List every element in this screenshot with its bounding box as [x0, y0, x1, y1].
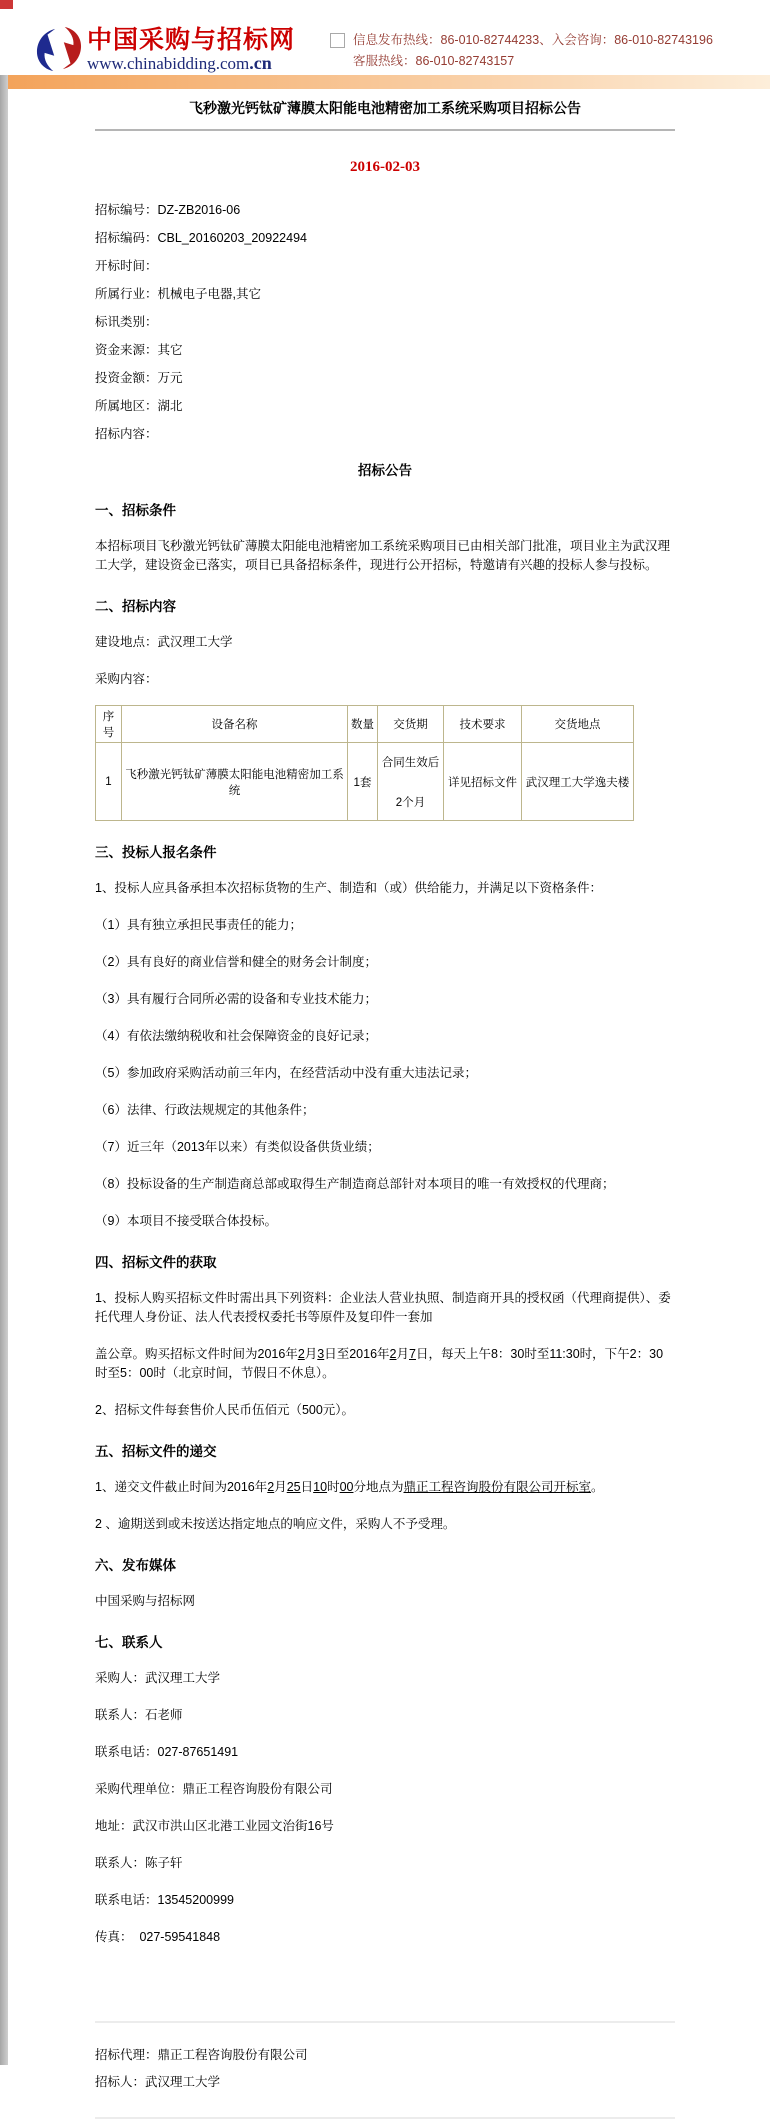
- publish-media-line: 中国采购与招标网: [95, 1594, 196, 1608]
- col-header-delivery: 交货期: [378, 706, 444, 743]
- publish-date: 2016-02-03: [350, 159, 420, 175]
- info-hotline: 信息发布热线：86-010-82744233、入会咨询：86-010-82743196: [353, 33, 713, 47]
- condition-item: （4）有依法缴纳税收和社会保障资金的良好记录；: [95, 1029, 377, 1043]
- meta-row-bid-number: [95, 202, 675, 219]
- procurement-content-label: 采购内容：: [95, 672, 158, 686]
- condition-item: （2）具有良好的商业信誉和健全的财务会计制度；: [95, 955, 377, 969]
- header-hotlines: [330, 30, 713, 72]
- cell-index: 1: [96, 743, 122, 821]
- meta-row-bid-code: [95, 230, 675, 247]
- meta-value: 其它: [157, 343, 183, 357]
- header-gradient-bar: [0, 75, 770, 89]
- meta-row-content: [95, 426, 675, 443]
- meta-row-category: [95, 314, 675, 331]
- meta-label: 所属地区：: [95, 399, 158, 413]
- section-3-intro: 1、投标人应具备承担本次招标货物的生产、制造和（或）供给能力，并满足以下资格条件：: [95, 881, 602, 895]
- section-4-paragraph-2: 盖公章。购买招标文件时间为2016年2月3日至2016年2月7日，每天上午8：30时至11:30时，下午2：30时至5：00时（北京时间，节假日不休息）。: [95, 1347, 664, 1380]
- meta-label: 招标内容：: [95, 427, 158, 441]
- meta-value: 湖北: [157, 399, 183, 413]
- meta-row-open-time: [95, 258, 675, 275]
- site-logo[interactable]: [36, 26, 295, 72]
- footer-tenderee-line: 招标人：武汉理工大学: [95, 2075, 221, 2089]
- section-5-paragraph-1: 1、递交文件截止时间为2016年2月25日10时00分地点为鼎正工程咨询股份有限公司开标室。: [95, 1480, 604, 1494]
- section-heading-2: 二、招标内容: [95, 599, 176, 614]
- section-1-paragraph: 本招标项目飞秒激光钙钛矿薄膜太阳能电池精密加工系统采购项目已由相关部门批准，项目业主为武汉理工大学，建设资金已落实，项目已具备招标条件，现进行公开招标，特邀请有兴趣的投标人参与投标。: [95, 539, 671, 572]
- meta-row-fund-source: [95, 342, 675, 359]
- table-row: [96, 743, 634, 821]
- footer-divider-top: [95, 2021, 675, 2023]
- cell-equipment: 飞秒激光钙钛矿薄膜太阳能电池精密加工系统: [122, 743, 348, 821]
- meta-label: 标讯类别：: [95, 315, 158, 329]
- meta-label: 投资金额：: [95, 371, 158, 385]
- construction-site-line: 建设地点：武汉理工大学: [95, 635, 233, 649]
- announcement-heading: 招标公告: [358, 463, 412, 478]
- procurement-table: [95, 705, 634, 821]
- contact-phone-1: 联系电话：027-87651491: [95, 1745, 239, 1759]
- col-header-quantity: 数量: [348, 706, 378, 743]
- meta-value: CBL_20160203_20922494: [157, 231, 307, 245]
- meta-label: 招标编码：: [95, 231, 158, 245]
- title-divider: [95, 129, 675, 131]
- condition-item: （6）法律、行政法规规定的其他条件；: [95, 1103, 315, 1117]
- site-name: 中国采购与招标网: [87, 26, 296, 54]
- cell-tech: 详见招标文件: [444, 743, 522, 821]
- left-border-strip: [0, 0, 8, 2065]
- col-header-index: 序号: [96, 706, 122, 743]
- contact-agency: 采购代理单位：鼎正工程咨询股份有限公司: [95, 1782, 333, 1796]
- cell-delivery: 合同生效后 2个月: [378, 743, 444, 821]
- section-heading-6: 六、发布媒体: [95, 1558, 176, 1573]
- meta-value: 万元: [157, 371, 183, 385]
- condition-item: （8）投标设备的生产制造商总部或取得生产制造商总部针对本项目的唯一有效授权的代理商；: [95, 1177, 615, 1191]
- header-checkbox[interactable]: [330, 33, 345, 48]
- site-header: [0, 0, 770, 75]
- contact-fax: 传真： 027-59541848: [95, 1930, 221, 1944]
- table-header-row: [96, 706, 634, 743]
- condition-item: （5）参加政府采购活动前三年内，在经营活动中没有重大违法记录；: [95, 1066, 477, 1080]
- condition-item: （1）具有独立承担民事责任的能力；: [95, 918, 302, 932]
- section-4-paragraph-3: 2、招标文件每套售价人民币伍佰元（500元）。: [95, 1403, 355, 1417]
- section-heading-4: 四、招标文件的获取: [95, 1255, 217, 1270]
- contact-address: 地址：武汉市洪山区北港工业园文治街16号: [95, 1819, 334, 1833]
- meta-fields: [95, 202, 675, 443]
- section-heading-5: 五、招标文件的递交: [95, 1444, 217, 1459]
- meta-label: 资金来源：: [95, 343, 158, 357]
- meta-value: 机械电子电器,其它: [157, 287, 261, 301]
- contact-phone-2: 联系电话：13545200999: [95, 1893, 234, 1907]
- col-header-tech: 技术要求: [444, 706, 522, 743]
- meta-row-industry: [95, 286, 675, 303]
- contact-purchaser: 采购人：武汉理工大学: [95, 1671, 221, 1685]
- condition-item: （7）近三年（2013年以来）有类似设备供货业绩；: [95, 1140, 380, 1154]
- meta-value: DZ-ZB2016-06: [157, 203, 241, 217]
- col-header-equipment: 设备名称: [122, 706, 348, 743]
- meta-label: 所属行业：: [95, 287, 158, 301]
- cell-quantity: 1套: [348, 743, 378, 821]
- cell-place: 武汉理工大学逸夫楼: [522, 743, 634, 821]
- contact-person-2: 联系人：陈子轩: [95, 1856, 183, 1870]
- chinabidding-swirl-icon: [36, 26, 82, 72]
- site-url-suffix: .cn: [249, 53, 272, 73]
- meta-row-region: [95, 398, 675, 415]
- meta-row-investment: [95, 370, 675, 387]
- footer-agent-line: 招标代理：鼎正工程咨询股份有限公司: [95, 2048, 308, 2062]
- contact-person-1: 联系人：石老师: [95, 1708, 183, 1722]
- site-url: www.chinabidding.com.cn: [87, 53, 272, 73]
- notice-document: [95, 89, 675, 2119]
- condition-item: （3）具有履行合同所必需的设备和专业技术能力；: [95, 992, 377, 1006]
- service-hotline: 客服热线：86-010-82743157: [353, 54, 515, 68]
- section-4-paragraph-1: 1、投标人购买招标文件时需出具下列资料：企业法人营业执照、制造商开具的授权函（代理商提供）、委托代理人身份证、法人代表授权委托书等原件及复印件一套加: [95, 1291, 671, 1324]
- notice-title: 飞秒激光钙钛矿薄膜太阳能电池精密加工系统采购项目招标公告: [189, 100, 581, 116]
- meta-label: 招标编号：: [95, 203, 158, 217]
- section-heading-3: 三、投标人报名条件: [95, 845, 217, 860]
- corner-marker: [0, 0, 13, 9]
- section-5-paragraph-2: 2 、逾期送到或未按送达指定地点的响应文件，采购人不予受理。: [95, 1517, 456, 1531]
- condition-item: （9）本项目不接受联合体投标。: [95, 1214, 277, 1228]
- col-header-place: 交货地点: [522, 706, 634, 743]
- section-heading-7: 七、联系人: [95, 1635, 163, 1650]
- meta-label: 开标时间：: [95, 259, 158, 273]
- section-heading-1: 一、招标条件: [95, 503, 176, 518]
